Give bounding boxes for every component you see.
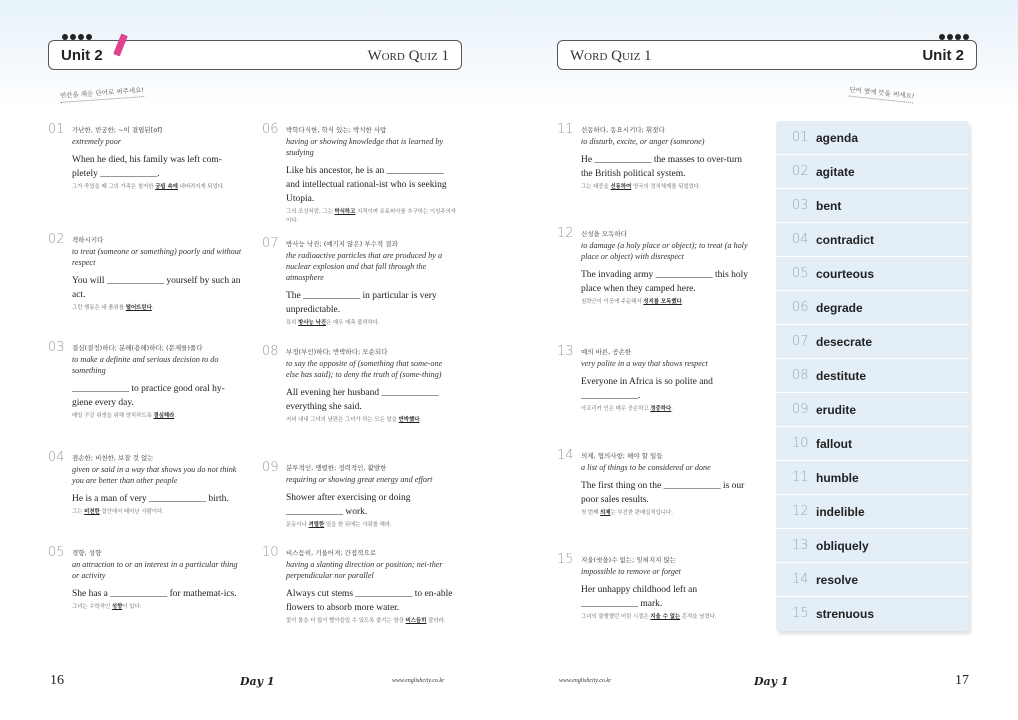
entry-body [72,232,242,313]
definition: to damage (a holy place or object); to treat (a holy place or object) with disrespect [581,241,748,261]
answer-word: strenuous [816,607,875,621]
entry-number: 10 [262,545,279,560]
entry-body [581,122,751,192]
entry-number: 15 [557,552,574,567]
entry-body [286,236,456,328]
website-url: www.englishcity.co.kr [392,678,445,684]
answer-number: 13 [792,538,809,553]
answer-row [776,155,969,189]
quiz-title: Word Quiz 1 [367,48,449,64]
entry-body [72,340,242,421]
korean-meaning: 박학다식한, 학식 있는; 박식한 사람 [286,126,387,134]
definition: requiring or showing great energy and effort [286,475,433,484]
answer-number: 14 [792,572,809,587]
entry-number: 03 [48,340,65,355]
entry-body [581,344,751,414]
answer-number: 10 [792,436,809,451]
korean-meaning: 겸손한; 비천한, 보잘 것 없는 [72,454,154,462]
answer-row [776,359,969,393]
translation: 그녀의 불행했던 어린 시절은 지울 수 없는 흔적을 남겼다. [581,614,717,620]
example-sentence: The invading army ____________ this holy place when they camped here. [581,270,749,294]
answer-word: bent [816,199,842,213]
translation: 매일 구강 위생을 위해 양치하도록 결심해라. [72,413,177,419]
entry-number: 13 [557,344,574,359]
answer-number: 06 [792,300,809,315]
answer-word: contradict [816,233,875,247]
translation: 첫 번째 의제는 부진한 판매실적입니다. [581,510,673,516]
korean-meaning: 부정(부인)하다; 반박하다; 모순되다 [286,348,388,356]
entry-body [72,545,242,612]
translation: 그의 조상처럼, 그는 박식하고 지적이며 유토피아를 추구하는 이성주의자이다. [286,209,456,224]
entry-number: 05 [48,545,65,560]
answer-row [776,461,969,495]
definition: extremely poor [72,137,122,146]
translation: 그가 죽었을 때 그의 가족은 철저한 궁핍 속에 내버려지게 되었다. [72,184,225,190]
korean-meaning: 선동하다, 동요시키다; 휘젓다 [581,126,665,134]
answer-number: 15 [792,606,809,621]
entry-body [72,122,242,192]
example-sentence: Shower after exercising or doing ____________ work. [286,493,411,517]
definition: an attraction to or an interest in a particular thing or activity [72,560,238,580]
answer-word: desecrate [816,335,873,349]
definition: impossible to remove or forget [581,567,681,576]
answer-row [776,563,969,597]
right-page [509,0,1018,720]
example-sentence: He is a man of very ____________ birth. [72,494,229,504]
answer-word: obliquely [816,539,869,553]
translation: 저녁 내내 그녀의 남편은 그녀가 하는 모든 말을 반박했다. [286,417,422,423]
definition: having a slanting direction or position; nei-ther perpendicular nor parallel [286,560,443,580]
instruction-text: 단어 옆에 뜻을 써세요! [849,85,915,104]
answer-number: 08 [792,368,809,383]
answer-number: 01 [792,130,809,145]
day-label: Day 1 [754,675,789,688]
answer-row [776,121,969,155]
example-sentence: Her unhappy childhood left an ____________ mark. [581,585,698,609]
answer-number: 02 [792,164,809,179]
answer-number: 12 [792,504,809,519]
entry-number: 04 [48,450,65,465]
website-url: www.englishcity.co.kr [559,678,612,684]
answer-number: 03 [792,198,809,213]
example-sentence: All evening her husband ____________ everything she said. [286,388,439,412]
answer-word: humble [816,471,859,485]
entry-body [286,122,456,226]
example-sentence: ____________ to practice good oral hy-giene every day. [72,384,225,408]
entry-number: 06 [262,122,279,137]
quiz-title: Word Quiz 1 [570,48,652,64]
answer-number: 11 [792,470,809,485]
answer-word: agitate [816,165,855,179]
entry-body [581,552,751,622]
answer-word: courteous [816,267,875,281]
translation: 그는 비천한 집안에서 태어난 사람이다. [72,509,164,515]
answer-word: resolve [816,573,859,587]
answer-number: 09 [792,402,809,417]
answer-word: destitute [816,369,867,383]
korean-meaning: 가난한, 빈궁한; ~이 결핍된[of] [72,126,163,134]
translation: 침략군이 이곳에 주둔해서 성지를 모독했다. [581,299,684,305]
answer-word: fallout [816,437,852,451]
right-header [557,40,977,70]
answer-row [776,257,969,291]
unit-label: Unit 2 [61,47,103,64]
page-number: 16 [50,673,64,688]
translation: 특히 방사능 낙진은 매우 예측 불허하다. [286,320,380,326]
definition: to disturb, excite, or anger (someone) [581,137,705,146]
entry-body [286,460,456,530]
entry-number: 14 [557,448,574,463]
translation: 그런 행동은 네 품위를 떨어뜨린다. [72,305,154,311]
answer-row [776,529,969,563]
example-sentence: The ____________ in particular is very unpredictable. [286,291,437,315]
instruction-text: 빈칸을 채운 단어로 써주세요! [60,85,145,103]
translation: 꽃이 물을 더 많이 빨아들일 수 있도록 줄기는 항상 비스듬히 잘라라. [286,618,446,624]
example-sentence: When he died, his family was left com-pletely ____________. [72,155,222,179]
korean-meaning: 비스듬히, 기울어져; 간접적으로 [286,549,377,557]
example-sentence: He ____________ the masses to over-turn the British political system. [581,155,743,179]
unit-label: Unit 2 [922,47,964,64]
answer-word: degrade [816,301,863,315]
definition: having or showing knowledge that is learned by studying [286,137,444,157]
entry-body [581,226,751,307]
left-header [48,40,462,70]
example-sentence: The first thing on the ____________ is our poor sales results. [581,481,745,505]
entry-body [286,344,456,425]
entry-body [286,545,456,626]
definition: to say the opposite of (something that some-one else has said); to deny the truth of (some-thing) [286,359,443,379]
entry-body [581,448,751,518]
entry-number: 11 [557,122,574,137]
korean-meaning: 의제, 협의사항; 해야 할 일들 [581,452,663,460]
entry-number: 07 [262,236,279,251]
korean-meaning: 예의 바른, 공손한 [581,348,632,356]
entry-number: 09 [262,460,279,475]
answer-number: 05 [792,266,809,281]
answer-row [776,189,969,223]
answer-word: indelible [816,505,865,519]
translation: 운동이나 격렬한 일을 한 뒤에는 샤워를 해라. [286,522,392,528]
entry-number: 08 [262,344,279,359]
definition: the radioactive particles that are produced by a nuclear explosion and that fall through the atmosphere [286,251,443,282]
entry-number: 02 [48,232,65,247]
answer-row [776,495,969,529]
entry-number: 01 [48,122,65,137]
example-sentence: She has a ____________ for mathemat-ics. [72,589,237,599]
answer-row [776,393,969,427]
korean-meaning: 방사능 낙진; (예기지 않은) 부수적 결과 [286,240,398,248]
korean-meaning: 경향, 성향 [72,549,102,557]
example-sentence: Always cut stems ____________ to en-able flowers to absorb more water. [286,589,453,613]
page-number: 17 [955,673,969,688]
translation: 그는 대중을 선동하여 영국의 정치체제를 뒤엎었다. [581,184,701,190]
answer-word: erudite [816,403,857,417]
answer-number: 07 [792,334,809,349]
definition: given or said in a way that shows you do not think you are better than other people [72,465,237,485]
entry-number: 12 [557,226,574,241]
example-sentence: You will ____________ yourself by such an act. [72,276,241,300]
korean-meaning: 지울(씻을)수 없는; 잊혀지지 않는 [581,556,677,564]
definition: very polite in a way that shows respect [581,359,708,368]
answer-row [776,325,969,359]
answer-number: 04 [792,232,809,247]
answer-row [776,597,969,631]
korean-meaning: 신성을 모독하다 [581,230,628,238]
example-sentence: Like his ancestor, he is an ____________ and intellectual rational-ist who is seeking Utopia. [286,166,447,204]
example-sentence: Everyone in Africa is so polite and ____________. [581,377,713,401]
answer-word-list [776,121,969,631]
translation: 그녀는 수학적인 성향이 있다. [72,604,142,610]
definition: to make a definite and serious decision to do something [72,355,219,375]
korean-meaning: 결심(결정)하다; 분해(용해)하다; (문제를)풀다 [72,344,203,352]
korean-meaning: 분투적인, 맹렬한; 정력적인, 활발한 [286,464,387,472]
entry-body [72,450,242,517]
answer-row [776,223,969,257]
korean-meaning: 격하시키다 [72,236,104,244]
definition: a list of things to be considered or done [581,463,711,472]
answer-word: agenda [816,131,859,145]
answer-row [776,291,969,325]
answer-row [776,427,969,461]
translation: 아프리카 인은 매우 공손하고 정중하다. [581,406,673,412]
definition: to treat (someone or something) poorly and without respect [72,247,242,267]
day-label: Day 1 [240,675,275,688]
